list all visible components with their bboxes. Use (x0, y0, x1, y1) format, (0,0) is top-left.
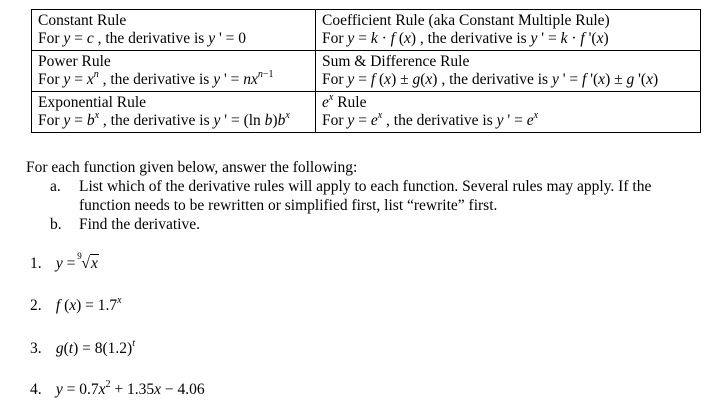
coefficient-rule-formula: For y = k · f (x) , the derivative is y ' = k · f '(x) (322, 30, 609, 47)
sum-difference-rule-cell (316, 51, 701, 92)
power-rule-cell (32, 51, 316, 92)
problem-4 (30, 378, 430, 399)
natural-exp-rule-formula: For $y = e^x$ , the derivative is y ' = $e^x$ (322, 109, 539, 129)
sum-difference-rule-formula: For y = f (x) ± g(x) , the derivative is y ' = f '(x) ± g '(x) (322, 71, 659, 88)
problem-2 (30, 294, 430, 315)
sum-difference-rule-title: Sum & Difference Rule (322, 53, 470, 70)
step-marker: a. (50, 178, 61, 195)
natural-exp-rule-title: $e^x$ Rule (322, 91, 367, 111)
constant-rule-title: Constant Rule (38, 12, 127, 29)
step-text: Find the derivative. (79, 216, 200, 233)
rules-row-3 (32, 92, 701, 133)
rules-row-1 (32, 10, 701, 51)
problem-number: 4. (30, 381, 42, 398)
constant-rule-formula: For y = c , the derivative is y ' = 0 (38, 30, 247, 47)
instructions-intro: For each function given below, answer the following: (26, 159, 358, 176)
problem-3 (30, 337, 430, 358)
power-rule-title: Power Rule (38, 53, 111, 70)
derivative-rules-table (31, 9, 701, 133)
problem-number: 3. (30, 340, 42, 357)
problem-number: 1. (30, 255, 42, 272)
power-rule-formula: For $y = x^n$ , the derivative is y ' = $nx^{n-1}$ (38, 68, 274, 88)
instructions-steps (26, 177, 696, 234)
problem-1 (30, 251, 430, 273)
problem-number: 2. (30, 297, 42, 314)
instructions (26, 158, 696, 234)
coefficient-rule-cell (316, 10, 701, 51)
problem-expression: $g(t) = 8(1.2)^t$ (55, 337, 135, 357)
problem-expression: $y = 0.7x^2 + 1.35x - 4.06$ (55, 378, 205, 398)
step-text: List which of the derivative rules will apply to each function. Several rules may apply. If the function needs to be rewritten or simplified first, list “rewrite” first. (79, 178, 652, 214)
constant-rule-cell (32, 10, 316, 51)
step-marker: b. (50, 216, 62, 233)
coefficient-rule-title: Coefficient Rule (aka Constant Multiple Rule) (322, 12, 610, 29)
radical-sign-icon: 9 √x (77, 251, 98, 272)
problem-expression: y = 9 √x (55, 251, 98, 272)
instruction-step (26, 215, 696, 234)
instruction-step (26, 177, 696, 215)
exponential-rule-formula: For $y = b^x$ , the derivative is y ' = (ln $b)b^x$ (38, 109, 290, 129)
exponential-rule-cell (32, 92, 316, 133)
rules-row-2 (32, 51, 701, 92)
problem-expression: f $(x) = 1.7^x$ (55, 294, 122, 314)
natural-exp-rule-cell (316, 92, 701, 133)
exponential-rule-title: Exponential Rule (38, 94, 147, 111)
